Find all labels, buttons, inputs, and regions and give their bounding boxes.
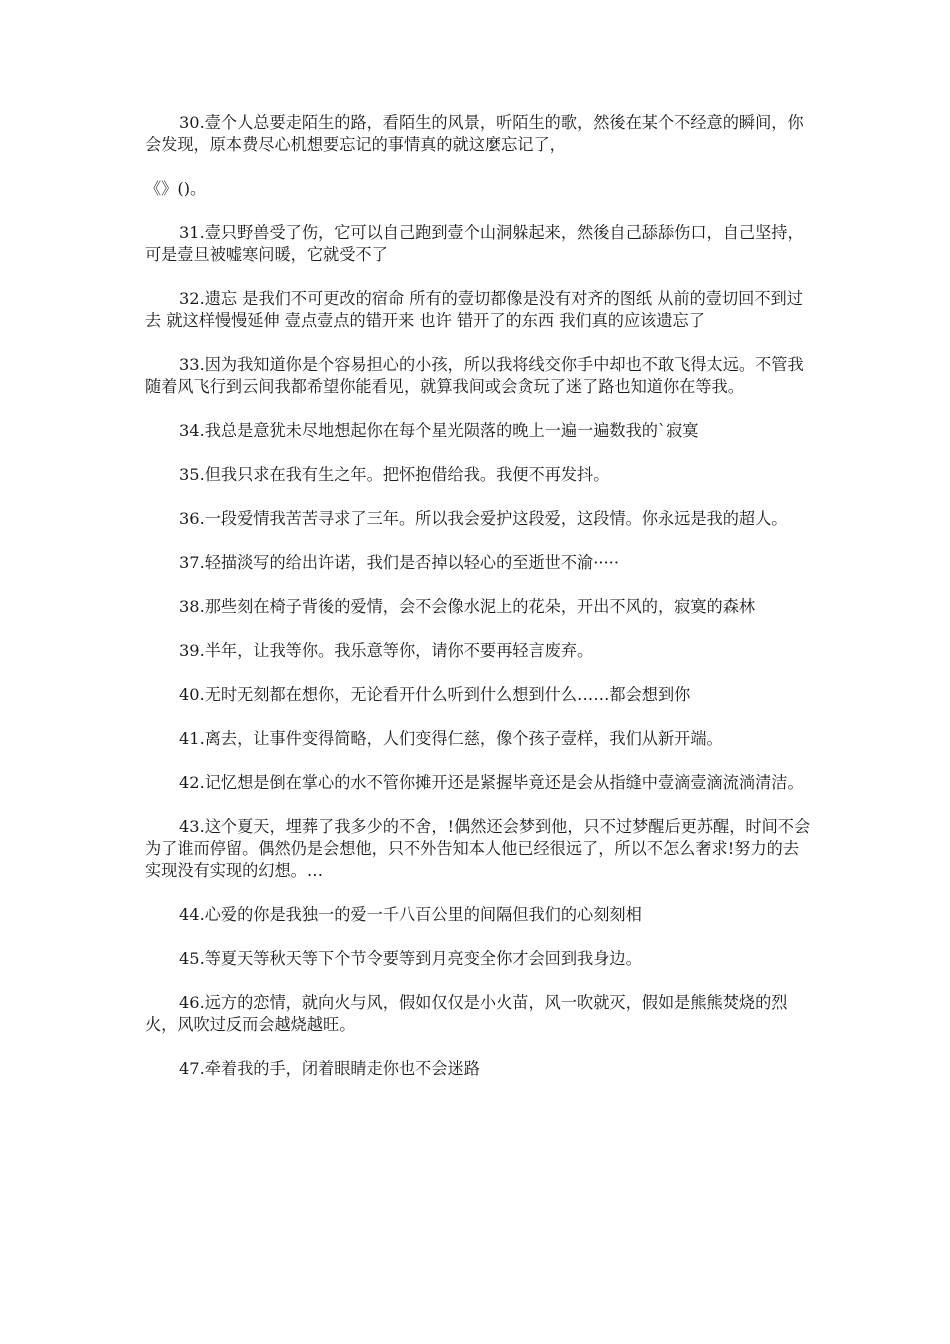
paragraph-36: 36.一段爱情我苦苦寻求了三年。所以我会爱护这段爱，这段情。你永远是我的超人。 <box>179 509 788 528</box>
paragraph-41: 41.离去，让事件变得简略，人们变得仁慈，像个孩子壹样，我们从新开端。 <box>179 729 723 748</box>
document-page <box>145 112 815 1102</box>
paragraph-43: 43.这个夏天，埋葬了我多少的不舍，!偶然还会梦到他，只不过梦醒后更苏醒，时间不会为了谁而停留。偶然仍是会想他，只不外告知本人他已经很远了，所以不怎么奢求!努力的去实现没有实现的幻想。… <box>145 817 811 880</box>
paragraph-35: 35.但我只求在我有生之年。把怀抱借给我。我便不再发抖。 <box>179 465 610 484</box>
paragraph-38: 38.那些刻在椅子背後的爱情，会不会像水泥上的花朵，开出不风的，寂寞的森林 <box>179 597 756 616</box>
paragraph-39: 39.半年，让我等你。我乐意等你，请你不要再轻言废弃。 <box>179 641 594 660</box>
paragraph-47: 47.牵着我的手，闭着眼睛走你也不会迷路 <box>179 1059 480 1078</box>
paragraph-42: 42.记忆想是倒在掌心的水不管你摊开还是紧握毕竟还是会从指缝中壹滴壹滴流淌清洁。 <box>179 773 804 792</box>
paragraph-32: 32.遗忘 是我们不可更改的宿命 所有的壹切都像是没有对齐的图纸 从前的壹切回不到过去 就这样慢慢延伸 壹点壹点的错开来 也许 错开了的东西 我们真的应该遗忘了 <box>145 289 803 330</box>
paragraph-40: 40.无时无刻都在想你，无论看开什么听到什么想到什么……都会想到你 <box>179 685 691 704</box>
paragraph-30: 30.壹个人总要走陌生的路，看陌生的风景，听陌生的歌，然後在某个不经意的瞬间，你会发现，原本费尽心机想要忘记的事情真的就这麼忘记了， <box>145 113 804 154</box>
paragraph-37: 37.轻描淡写的给出许诺，我们是否掉以轻心的至逝世不渝····· <box>179 553 619 572</box>
paragraph-31: 31.壹只野兽受了伤，它可以自己跑到壹个山洞躲起来，然後自己舔舔伤口，自己坚持，可是壹旦被嘘寒问暖，它就受不了 <box>145 223 804 264</box>
paragraph-33: 33.因为我知道你是个容易担心的小孩，所以我将线交你手中却也不敢飞得太远。不管我随着风飞行到云间我都希望你能看见，就算我间或会贪玩了迷了路也知道你在等我。 <box>145 355 804 396</box>
paragraph-45: 45.等夏天等秋天等下个节令要等到月亮变全你才会回到我身边。 <box>179 949 642 968</box>
paragraph-46: 46.远方的恋情，就向火与风，假如仅仅是小火苗，风一吹就灭，假如是熊熊焚烧的烈火，风吹过反而会越烧越旺。 <box>145 993 788 1034</box>
paragraph-34: 34.我总是意犹未尽地想起你在每个星光陨落的晚上一遍一遍数我的`寂寞 <box>179 421 699 440</box>
paragraph-brackets: 《》()。 <box>145 179 207 198</box>
paragraph-44: 44.心爱的你是我独一的爱一千八百公里的间隔但我们的心刻刻相 <box>179 905 642 924</box>
